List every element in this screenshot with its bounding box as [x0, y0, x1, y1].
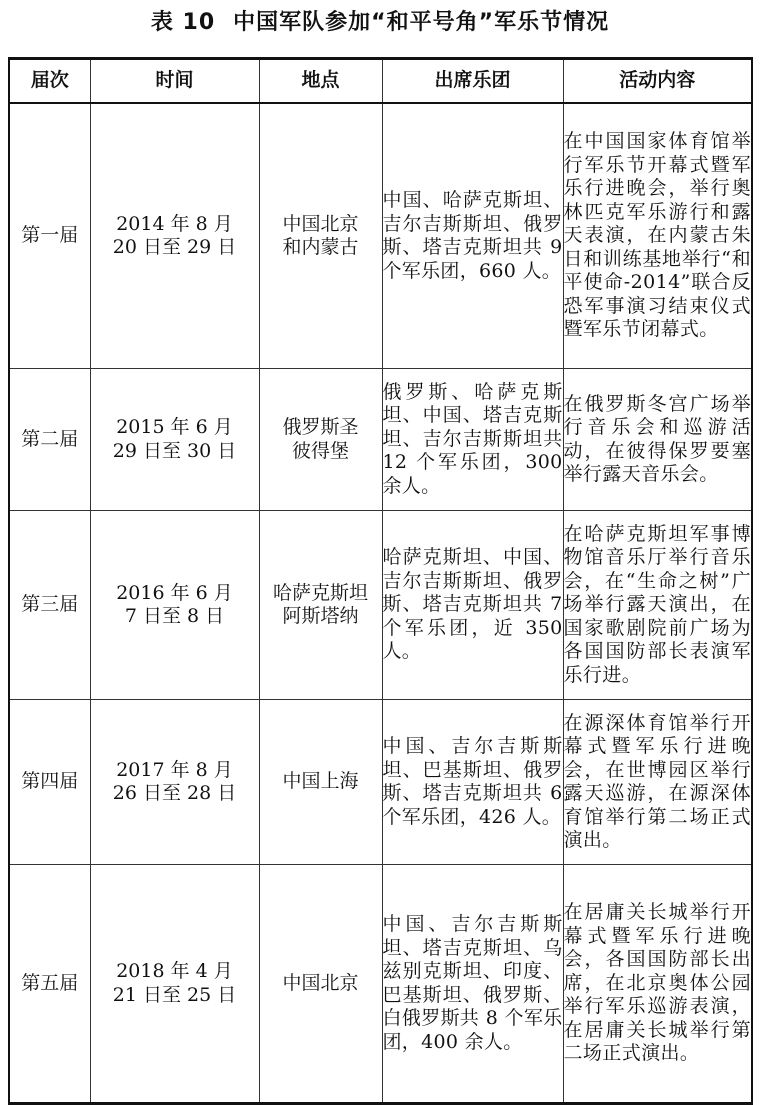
- table-body: [9, 103, 752, 1104]
- table-row: [9, 700, 752, 865]
- header-session: 届次: [9, 59, 90, 104]
- cell-place: [259, 865, 382, 1104]
- time-line-1: 2017 年 8 月: [116, 758, 233, 781]
- table-row: [9, 865, 752, 1104]
- table-title: 中国军队参加“和平号角”军乐节情况: [233, 10, 610, 35]
- cell-session: 第二届: [9, 369, 90, 511]
- cell-session: 第三届: [9, 511, 90, 700]
- table-number: 表 10: [150, 10, 216, 35]
- cell-activities: 在中国国家体育馆举行军乐节开幕式暨军乐行进晚会，举行奥林匹克军乐游行和露天表演，在内蒙古朱日和训练基地举行“和平使命-2014”联合反恐军事演习结束仪式暨军乐节闭幕式。: [563, 103, 752, 369]
- table-row: [9, 103, 752, 369]
- cell-time: [90, 700, 259, 865]
- cell-bands: 中国、哈萨克斯坦、吉尔吉斯斯坦、俄罗斯、塔吉克斯坦共 9 个军乐团，660 人。: [382, 103, 563, 369]
- table-header: [9, 59, 752, 104]
- header-time: 时间: [90, 59, 259, 104]
- time-line-1: 2016 年 6 月: [116, 581, 233, 604]
- cell-time: [90, 369, 259, 511]
- cell-activities: 在哈萨克斯坦军事博物馆音乐厅举行音乐会，在“生命之树”广场举行露天演出，在国家歌剧院前广场为各国国防部长表演军乐行进。: [563, 511, 752, 700]
- festival-table: [8, 57, 753, 1105]
- place-line-1: 哈萨克斯坦: [272, 581, 368, 604]
- time-line-1: 2018 年 4 月: [116, 960, 233, 982]
- table-row: [9, 369, 752, 511]
- cell-place: [259, 369, 382, 511]
- header-place: 地点: [259, 59, 382, 104]
- time-line-2: 29 日至 30 日: [112, 439, 237, 462]
- place-line-2: 彼得堡: [291, 439, 349, 462]
- cell-session: 第四届: [9, 700, 90, 865]
- time-line-2: 21 日至 25 日: [112, 983, 237, 1006]
- cell-activities: 在居庸关长城举行开幕式暨军乐行进晚会，各国国防部长出席，在北京奥体公园举行军乐巡游表演，在居庸关长城举行第二场正式演出。: [563, 865, 752, 1104]
- time-line-2: 20 日至 29 日: [112, 236, 237, 258]
- cell-bands: 哈萨克斯坦、中国、吉尔吉斯斯坦、俄罗斯、塔吉克斯坦共 7 个军乐团，近 350 人。: [382, 511, 563, 700]
- place-line-1: 中国上海: [282, 770, 359, 793]
- cell-time: [90, 865, 259, 1104]
- cell-place: [259, 103, 382, 369]
- cell-time: [90, 511, 259, 700]
- time-line-2: 7 日至 8 日: [124, 605, 225, 627]
- header-row: [9, 59, 752, 104]
- cell-session: 第五届: [9, 865, 90, 1104]
- cell-place: [259, 511, 382, 700]
- cell-session: 第一届: [9, 103, 90, 369]
- place-line-1: 中国北京: [282, 212, 359, 235]
- cell-bands: 中国、吉尔吉斯斯坦、塔吉克斯坦、乌兹别克斯坦、印度、巴基斯坦、俄罗斯、白俄罗斯共 8 个军乐团，400 余人。: [382, 865, 563, 1104]
- table-caption: [0, 8, 760, 38]
- cell-activities: 在俄罗斯冬宫广场举行音乐会和巡游活动，在彼得保罗要塞举行露天音乐会。: [563, 369, 752, 511]
- table-row: [9, 511, 752, 700]
- cell-bands: 俄罗斯、哈萨克斯坦、中国、塔吉克斯坦、吉尔吉斯斯坦共 12 个军乐团，300 余人。: [382, 369, 563, 511]
- place-line-1: 俄罗斯圣: [282, 416, 359, 438]
- cell-activities: 在源深体育馆举行开幕式暨军乐行进晚会，在世博园区举行露天巡游，在源深体育馆举行第二场正式演出。: [563, 700, 752, 865]
- cell-place: [259, 700, 382, 865]
- time-line-2: 26 日至 28 日: [112, 782, 237, 804]
- time-line-1: 2014 年 8 月: [116, 212, 233, 235]
- header-activities: 活动内容: [563, 59, 752, 104]
- place-line-1: 中国北京: [282, 971, 359, 994]
- time-line-1: 2015 年 6 月: [116, 416, 233, 438]
- cell-time: [90, 103, 259, 369]
- place-line-2: 阿斯塔纳: [282, 605, 359, 627]
- cell-bands: 中国、吉尔吉斯斯坦、巴基斯坦、俄罗斯、塔吉克斯坦共 6 个军乐团，426 人。: [382, 700, 563, 865]
- place-line-2: 和内蒙古: [282, 236, 359, 258]
- header-bands: 出席乐团: [382, 59, 563, 104]
